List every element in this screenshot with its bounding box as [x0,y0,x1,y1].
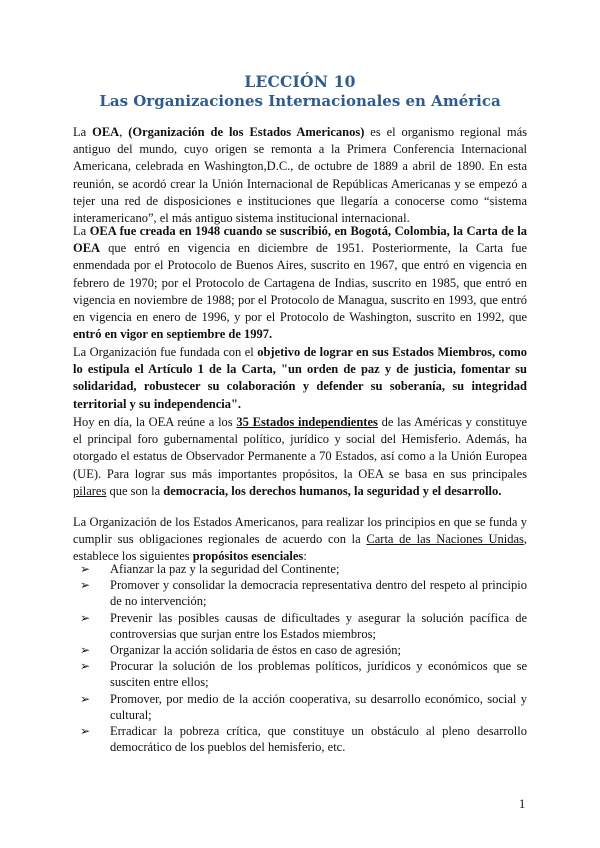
paragraph-oea-purposes-intro: La Organización de los Estados Americanos, para realizar los principios en que se funda y cumplir sus obligaciones regionales de acuerdo con la Carta de las Naciones Unidas, establece los siguientes propósitos esenciales: [73,515,527,564]
list-item: ➢ Procurar la solución de los problemas políticos, jurídicos y económicos que se susciten entre ellos; [80,659,527,690]
paragraph-oea-charter: La OEA fue creada en 1948 cuando se suscribió, en Bogotá, Colombia, la Carta de la OEA que entró en vigencia en diciembre de 1951. Posteriormente, la Carta fue enmendada por el Protocolo de Buenos Aires, suscrito en 1967, que entró en vigencia en febrero de 1970; por el Protocolo de Cartagena de Indias, suscrito en 1985, que entró en vigencia en noviembre de 1988; por el Protocolo de Managua, suscrito en 1993, que entró en vigencia en enero de 1996, y por el Protocolo de Washington, suscrito en 1992, que entró en vigor en septiembre de 1997. [73,224,527,342]
arrow-bullet-icon: ➢ [80,659,91,674]
arrow-bullet-icon: ➢ [80,562,91,576]
paragraph-oea-members: Hoy en día, la OEA reúne a los 35 Estados independientes de las Américas y constituye el principal foro gubernamental político, jurídico y social del Hemisferio. Además, ha otorgado el estatus de Observador Permanente a 70 Estados, así como a la Unión Europea (UE). Para lograr sus más importantes propósitos, la OEA se basa en sus principales pilares que son la democracia, los derechos humanos, la seguridad y el desarrollo. [73,415,527,498]
arrow-bullet-icon: ➢ [80,610,91,625]
arrow-bullet-icon: ➢ [80,724,91,739]
list-item: ➢ Prevenir las posibles causas de dificultades y asegurar la solución pacífica de controversias que surjan entre los Estados miembros; [80,610,527,641]
lesson-subtitle: Las Organizaciones Internacionales en América [99,92,501,110]
arrow-bullet-icon: ➢ [80,643,91,658]
list-item: ➢ Organizar la acción solidaria de éstos en caso de agresión; [80,643,401,658]
page-number: 1 [519,797,526,811]
list-item: ➢ Erradicar la pobreza crítica, que constituye un obstáculo al pleno desarrollo democrático de los pueblos del hemisferio, etc. [80,724,527,755]
purposes-list [80,561,527,755]
arrow-bullet-icon: ➢ [80,578,91,593]
paragraph-oea-objective: La Organización fue fundada con el objetivo de lograr en sus Estados Miembros, como lo estipula el Artículo 1 de la Carta, "un orden de paz y de justicia, fomentar su solidaridad, robustecer su colaboración y defender su soberanía, su integridad territorial y su independencia". [73,345,527,411]
paragraph-oea-origin: La OEA, (Organización de los Estados Americanos) es el organismo regional más antiguo del mundo, cuyo origen se remonta a la Primera Conferencia Internacional Americana, celebrada en Washington,D.C., de octubre de 1889 a abril de 1890. En esta reunión, se acordó crear la Unión Internacional de Repúblicas Americanas y se empezó a tejer una red de disposiciones e instituciones que llegaría a conocerse como “sistema interamericano”, el más antiguo sistema institucional internacional. [73,125,528,226]
list-item: ➢ Promover, por medio de la acción cooperativa, su desarrollo económico, social y cultural; [80,691,527,722]
list-item: ➢ Afianzar la paz y la seguridad del Continente; [80,562,340,576]
lesson-title: LECCIÓN 10 [244,72,356,91]
list-item: ➢ Promover y consolidar la democracia representativa dentro del respeto al principio de no intervención; [80,578,527,609]
arrow-bullet-icon: ➢ [80,691,91,706]
